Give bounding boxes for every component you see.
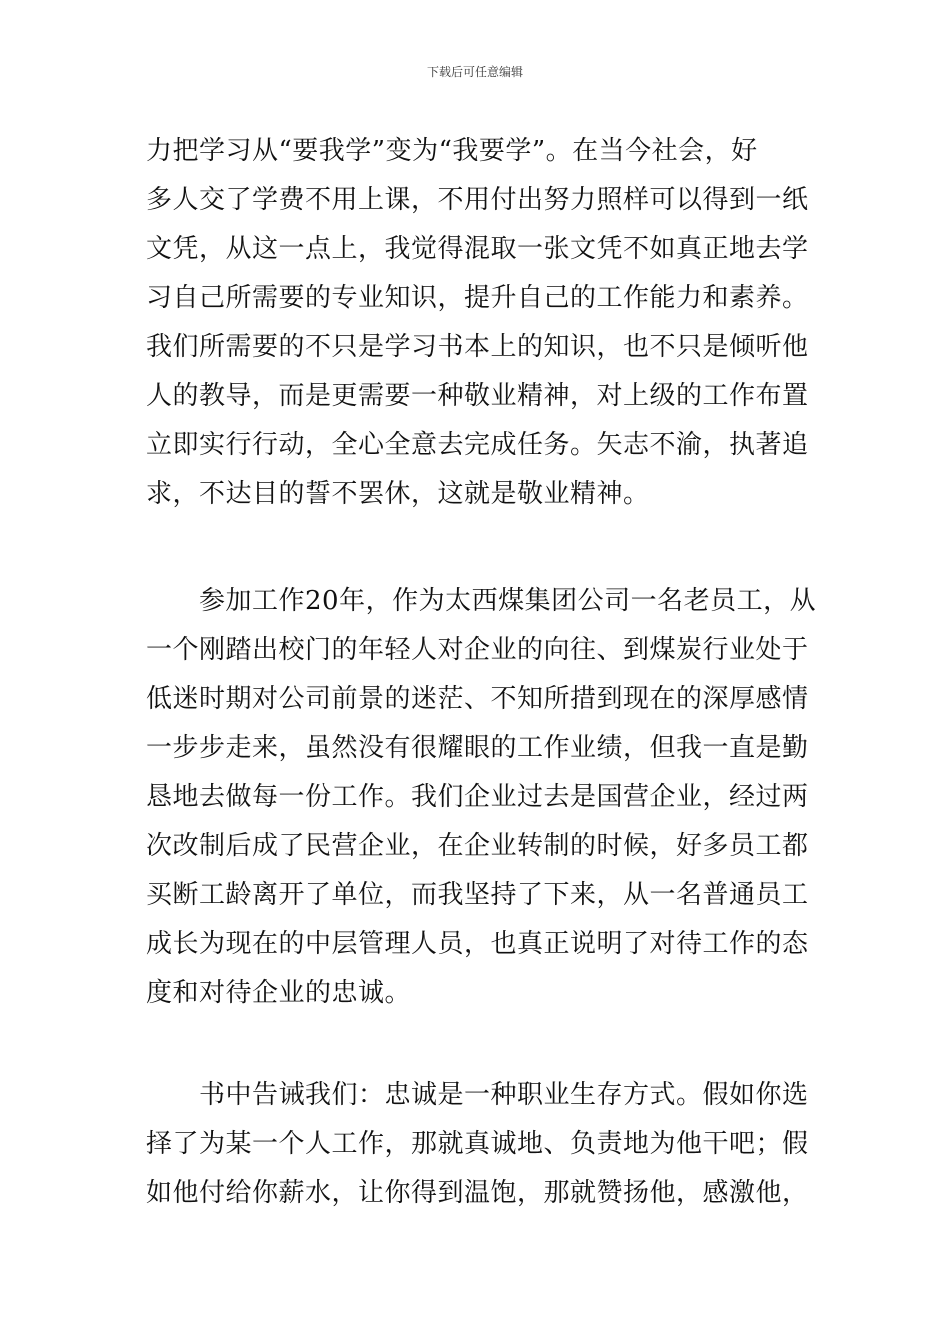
text-line: 度和对待企业的忠诚。 [146,978,412,1008]
text-line: 习自己所需要的专业知识，提升自己的工作能力和素养。 [146,283,809,313]
text-line: 一个刚踏出校门的年轻人对企业的向往、到煤炭行业处于 [146,635,809,665]
text-line: 择了为某一个人工作，那就真诚地、负责地为他干吧；假 [146,1129,809,1159]
text-line: 立即实行行动，全心全意去完成任务。矢志不渝，执著追 [146,430,809,460]
text-line: 人的教导，而是更需要一种敬业精神，对上级的工作布置 [146,381,809,411]
text-line: 力把学习从“要我学”变为“我要学”。在当今社会，好 [146,136,758,166]
text-line: 低迷时期对公司前景的迷茫、不知所措到现在的深厚感情 [146,684,809,714]
page-header: 下载后可任意编辑 [426,65,523,79]
text-line: 成长为现在的中层管理人员，也真正说明了对待工作的态 [146,929,809,959]
text-line: 书中告诫我们：忠诚是一种职业生存方式。假如你选 [146,1080,809,1110]
text-line: 文凭，从这一点上，我觉得混取一张文凭不如真正地去学 [146,234,809,264]
text-line: 恳地去做每一份工作。我们企业过去是国营企业，经过两 [146,782,809,812]
text-line: 多人交了学费不用上课，不用付出努力照样可以得到一纸 [146,185,809,215]
text-line: 次改制后成了民营企业，在企业转制的时候，好多员工都 [146,831,809,861]
text-line: 求，不达目的誓不罢休，这就是敬业精神。 [146,479,650,509]
text-line: 如他付给你薪水，让你得到温饱，那就赞扬他，感激他， [146,1178,809,1208]
text-line: 买断工龄离开了单位，而我坚持了下来，从一名普通员工 [146,880,809,910]
text-line: 我们所需要的不只是学习书本上的知识，也不只是倾听他 [146,332,809,362]
paragraph-2 [146,577,817,1018]
paragraph-1 [146,127,809,519]
paragraph-3 [146,1071,809,1218]
text-line: 参加工作20年，作为太西煤集团公司一名老员工，从 [146,586,817,616]
text-line: 一步步走来，虽然没有很耀眼的工作业绩，但我一直是勤 [146,733,809,763]
